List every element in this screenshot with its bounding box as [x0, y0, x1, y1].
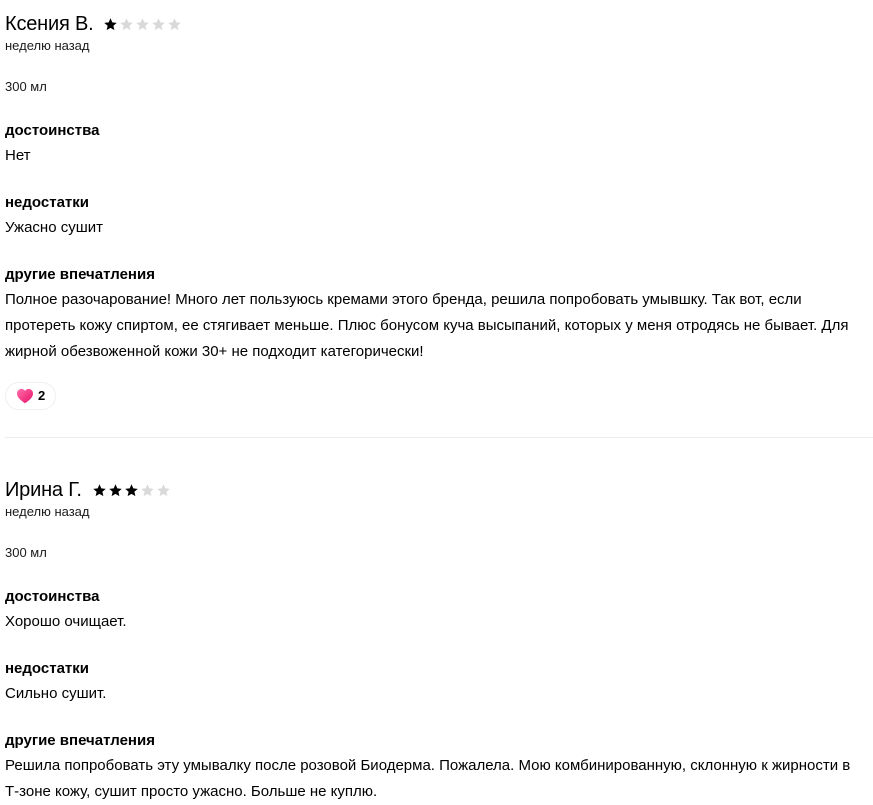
star-icon [140, 483, 155, 498]
cons-text: Ужасно сушит [5, 219, 103, 236]
heart-icon [16, 388, 34, 404]
review-header [5, 12, 867, 36]
star-icon [135, 17, 150, 32]
cons-title: недостатки [5, 660, 89, 677]
rating-stars [103, 17, 182, 32]
cons-title: недостатки [5, 194, 89, 211]
other-text: Полное разочарование! Много лет пользуюсь кремами этого бренда, решила попробовать умывшку. Так вот, если протереть кожу спиртом, ее стягивает меньше. Плюс бонусом куча высыпаний, которых у меня отродясь не бывает. Для жирной обезвоженной кожи 30+ не подходит категорически! [5, 291, 849, 360]
pros-text: Нет [5, 147, 31, 164]
star-icon [108, 483, 123, 498]
star-icon [103, 17, 118, 32]
star-icon [167, 17, 182, 32]
star-icon [119, 17, 134, 32]
pros-title: достоинства [5, 122, 100, 139]
other-text: Решила попробовать эту умывалку после розовой Биодерма. Пожалела. Мою комбинированную, склонную к жирности в Т-зоне кожу, сушит просто ужасно. Больше не куплю. [5, 757, 851, 800]
like-button[interactable] [5, 382, 56, 410]
other-title: другие впечатления [5, 732, 155, 749]
review-date: неделю назад [5, 38, 90, 53]
review-card [5, 478, 867, 805]
star-icon [151, 17, 166, 32]
review-date: неделю назад [5, 504, 90, 519]
review-card [5, 12, 867, 410]
pros-title: достоинства [5, 588, 100, 605]
review-author: Ирина Г. [5, 479, 82, 501]
star-icon [92, 483, 107, 498]
star-icon [156, 483, 171, 498]
review-author: Ксения В. [5, 13, 94, 35]
star-icon [124, 483, 139, 498]
review-divider [5, 437, 873, 438]
rating-stars [92, 483, 171, 498]
product-volume: 300 мл [5, 545, 47, 560]
product-volume: 300 мл [5, 79, 47, 94]
like-count: 2 [38, 388, 46, 403]
cons-text: Сильно сушит. [5, 685, 107, 702]
other-title: другие впечатления [5, 266, 155, 283]
pros-text: Хорошо очищает. [5, 613, 127, 630]
review-header [5, 478, 867, 502]
